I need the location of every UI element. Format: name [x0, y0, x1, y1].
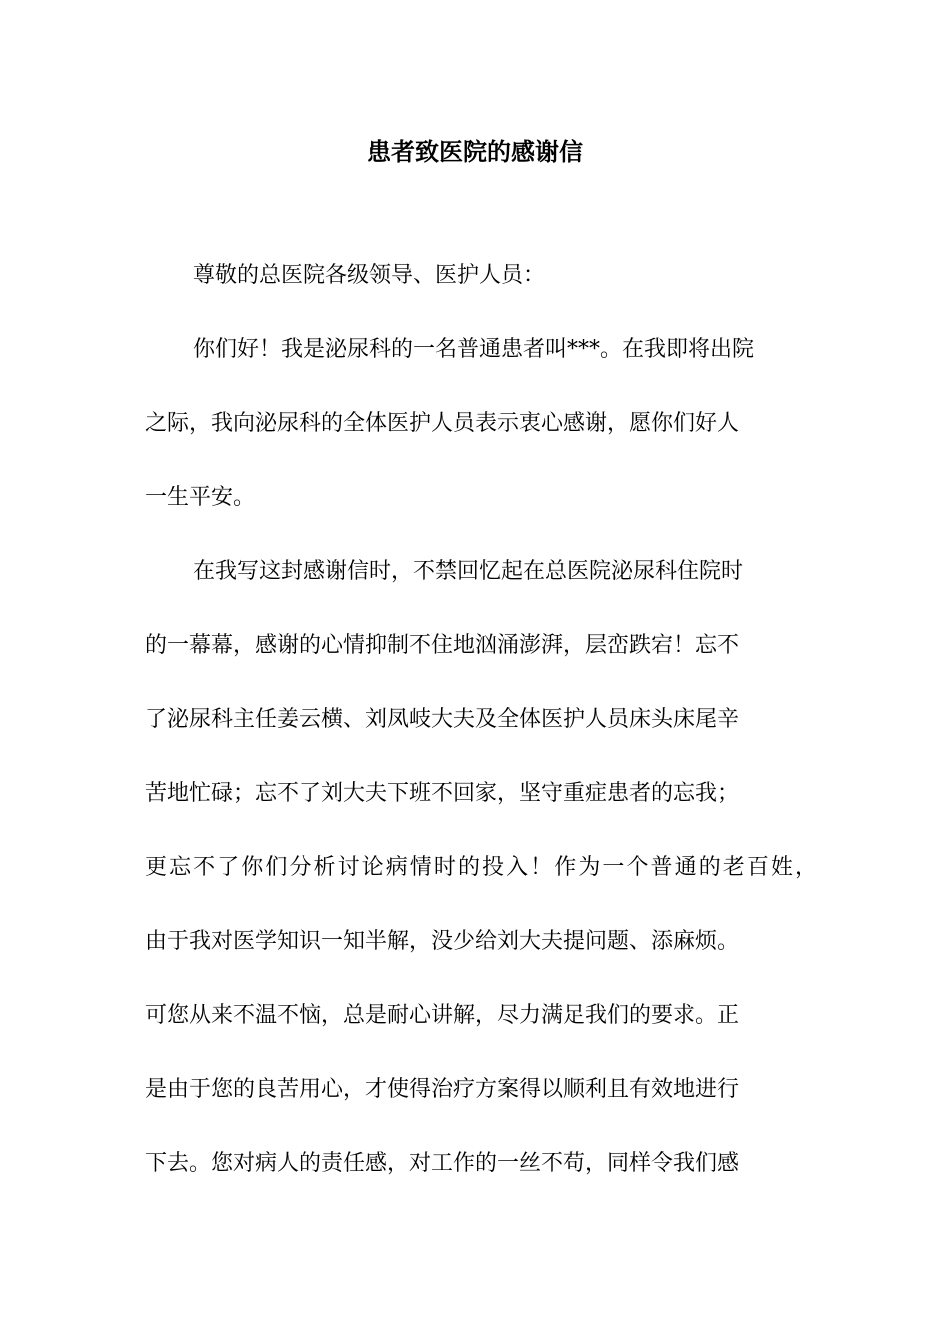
body-line: 在我写这封感谢信时，不禁回忆起在总医院泌尿科住院时 [193, 559, 744, 584]
letter-body [145, 256, 817, 1218]
body-line: 可您从来不温不恼，总是耐心讲解，尽力满足我们的要求。正 [145, 1003, 740, 1028]
body-line: 更忘不了你们分析讨论病情时的投入！作为一个普通的老百姓， [145, 855, 817, 880]
document-title: 患者致医院的感谢信 [367, 138, 583, 166]
body-line: 苦地忙碌；忘不了刘大夫下班不回家，坚守重症患者的忘我； [145, 781, 740, 806]
body-line: 由于我对医学知识一知半解，没少给刘大夫提问题、添麻烦。 [145, 929, 740, 954]
salutation-line: 尊敬的总医院各级领导、医护人员： [193, 263, 546, 288]
body-line: 一生平安。 [145, 485, 256, 510]
body-line: 你们好！我是泌尿科的一名普通患者叫***。在我即将出院 [193, 337, 755, 362]
body-line: 的一幕幕，感谢的心情抑制不住地汹涌澎湃，层峦跌宕！忘不 [145, 633, 740, 658]
body-line: 之际，我向泌尿科的全体医护人员表示衷心感谢，愿你们好人 [145, 411, 740, 436]
body-line: 下去。您对病人的责任感，对工作的一丝不苟，同样令我们感 [145, 1151, 740, 1176]
body-line: 了泌尿科主任姜云横、刘凤岐大夫及全体医护人员床头床尾辛 [145, 707, 740, 732]
body-line: 是由于您的良苦用心，才使得治疗方案得以顺利且有效地进行 [145, 1077, 740, 1102]
